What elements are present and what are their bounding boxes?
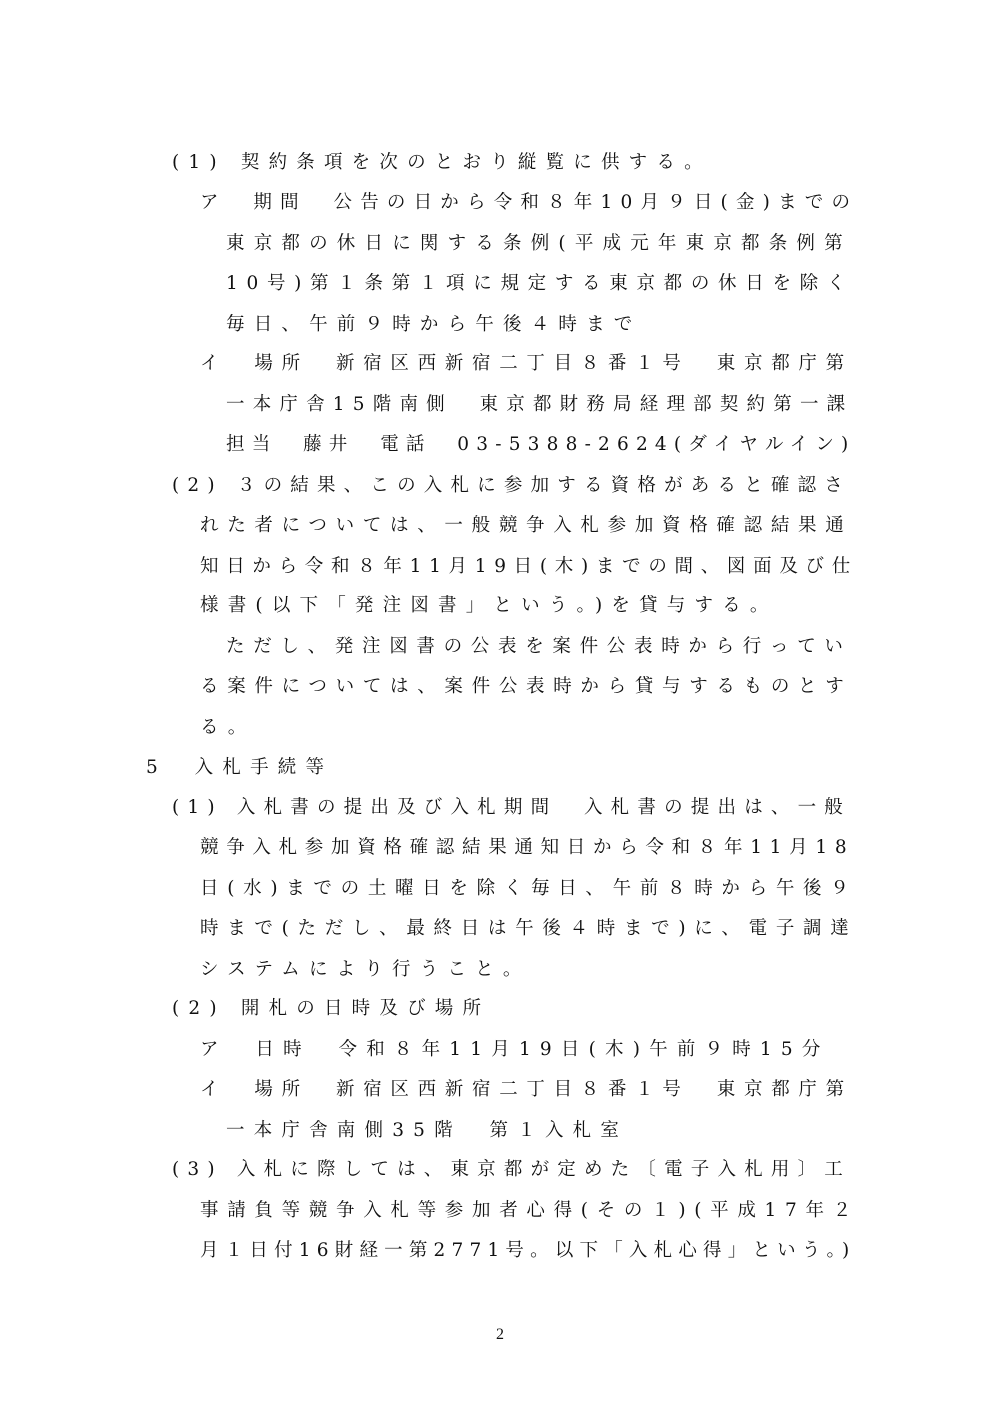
text-line: (2) ３の結果、この入札に参加する資格があると確認さ bbox=[172, 475, 851, 496]
text-line: 毎日、午前９時から午後４時まで bbox=[226, 314, 642, 335]
text-line: 時まで(ただし、最終日は午後４時まで)に、電子調達 bbox=[200, 918, 858, 939]
text-line: れた者については、一般競争入札参加資格確認結果通 bbox=[200, 515, 853, 536]
text-line: イ 場所 新宿区西新宿二丁目８番１号 東京都庁第 bbox=[200, 1079, 853, 1100]
page-number: 2 bbox=[496, 1326, 504, 1343]
text-line: 事請負等競争入札等参加者心得(その１)(平成17年２ bbox=[200, 1200, 860, 1221]
text-line: ただし、発注図書の公表を案件公表時から行ってい bbox=[226, 636, 852, 657]
text-line: 知日から令和８年11月19日(木)までの間、図面及び仕 bbox=[200, 556, 858, 577]
text-line: 月１日付16財経一第2771号。以下「入札心得」という。) bbox=[200, 1240, 856, 1261]
text-line: る案件については、案件公表時から貸与するものとす bbox=[200, 676, 853, 697]
text-line: 10号)第１条第１項に規定する東京都の休日を除く bbox=[226, 273, 855, 294]
text-line: ア 日時 令和８年11月19日(木)午前９時15分 bbox=[200, 1039, 830, 1060]
text-line: (2) 開札の日時及び場所 bbox=[172, 998, 491, 1019]
text-line: 競争入札参加資格確認結果通知日から令和８年11月18 bbox=[200, 837, 855, 858]
text-line: ア 期間 公告の日から令和８年10月９日(金)までの bbox=[200, 192, 859, 213]
text-line: (1) 契約条項を次のとおり縦覧に供する。 bbox=[172, 152, 712, 173]
text-line: 一本庁舎南側35階 第１入札室 bbox=[226, 1120, 629, 1141]
text-line: イ 場所 新宿区西新宿二丁目８番１号 東京都庁第 bbox=[200, 353, 853, 374]
section-heading: 5 入札手続等 bbox=[146, 757, 334, 778]
text-line: (1) 入札書の提出及び入札期間 入札書の提出は、一般 bbox=[172, 797, 851, 818]
text-line: 日(水)までの土曜日を除く毎日、午前８時から午後９ bbox=[200, 878, 858, 899]
text-line: システムにより行うこと。 bbox=[200, 959, 531, 980]
text-line: 様書(以下「発注図書」という。)を貸与する。 bbox=[200, 595, 778, 616]
text-line: 一本庁舎15階南側 東京都財務局経理部契約第一課 bbox=[226, 394, 854, 415]
text-line: る。 bbox=[200, 717, 256, 738]
text-line: 担当 藤井 電話 03-5388-2624(ダイヤルイン) bbox=[226, 434, 856, 455]
text-line: (3) 入札に際しては、東京都が定めた〔電子入札用〕工 bbox=[172, 1159, 851, 1180]
text-line: 東京都の休日に関する条例(平成元年東京都条例第 bbox=[226, 233, 852, 254]
